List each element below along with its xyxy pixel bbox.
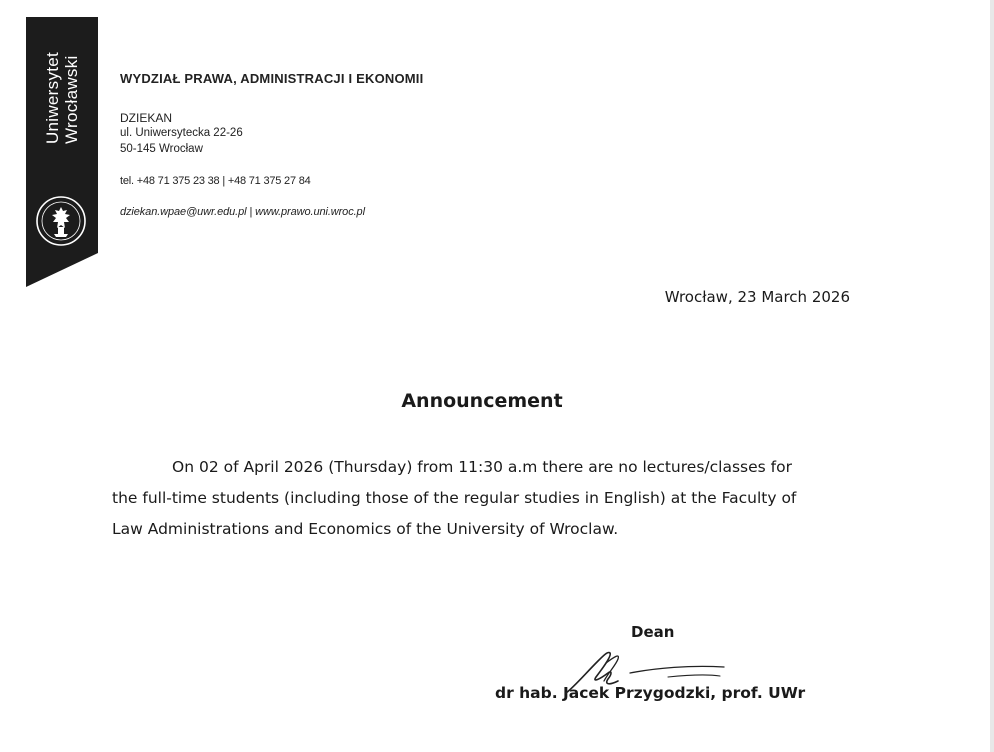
signatory-role: Dean — [631, 623, 675, 641]
office-title: DZIEKAN — [120, 111, 173, 125]
body-line-2: the full-time students (including those of the regular studies in English) at the Faculty of — [112, 489, 797, 507]
university-name-line1: Uniwersytet — [43, 51, 63, 144]
university-name-line2: Wrocławski — [62, 54, 82, 144]
faculty-name: WYDZIAŁ PRAWA, ADMINISTRACJI I EKONOMII — [120, 71, 424, 86]
handwritten-signature — [560, 643, 730, 705]
place-date: Wrocław, 23 March 2026 — [664, 288, 850, 306]
university-name — [33, 0, 91, 195]
announcement-heading: Announcement — [401, 390, 563, 412]
announcement-body — [112, 452, 857, 545]
phone-numbers: tel. +48 71 375 23 38 | +48 71 375 27 84 — [120, 175, 311, 187]
university-seal-icon — [34, 194, 88, 248]
signatory-name: dr hab. Jacek Przygodzki, prof. UWr — [495, 684, 806, 702]
page-edge — [990, 0, 994, 752]
contact-email-web: dziekan.wpae@uwr.edu.pl | www.prawo.uni.wroc.pl — [120, 206, 365, 218]
body-line-1: On 02 of April 2026 (Thursday) from 11:30 a.m there are no lectures/classes for — [172, 458, 792, 476]
address-city: 50-145 Wrocław — [120, 143, 203, 155]
address-street: ul. Uniwersytecka 22-26 — [120, 127, 243, 139]
body-line-3: Law Administrations and Economics of the University of Wroclaw. — [112, 520, 619, 538]
